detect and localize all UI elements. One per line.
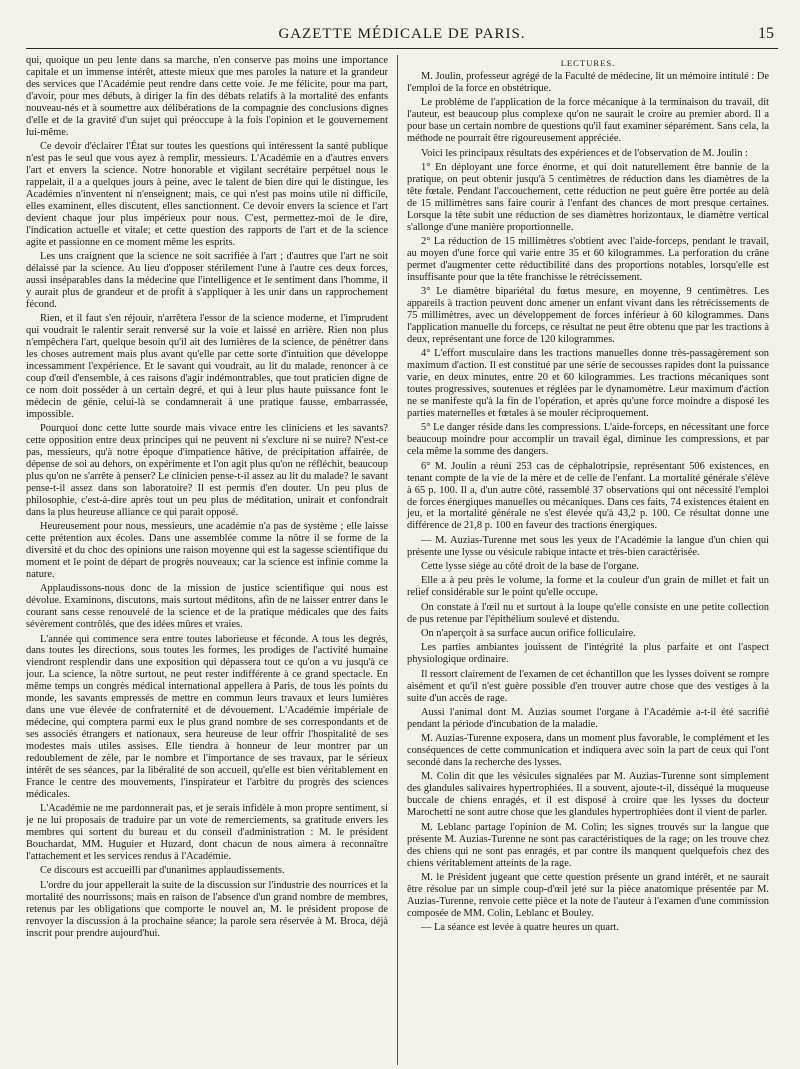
paragraph: Pourquoi donc cette lutte sourde mais vivace entre les cliniciens et les savants? cette opposition entre deux principes qui ne peuvent ni s'exclure ni se nuire? N'est-ce pas, messieurs, qu'à notre époque d'impatience hâtive, de précipitation affairée, de dépense de soi au dehors, on expérimente et l'on agit plus qu'on ne réfléchit, beaucoup plus qu'on ne s'arrête à penser? Le clinicien pense-t-il assez au lit du malade? le savant pense-t-il assez dans son laboratoire? Il est permis d'en douter. Un peu plus de philosophie, c'est-à-dire après tout un peu plus de méditation, unirait et confondrait dans la plus heureuse alliance ce qui parait opposé. <box>26 423 388 518</box>
paragraph: 5° Le danger réside dans les compressions. L'aide-forceps, en nécessitant une force beaucoup moindre pour accomplir un travail égal, diminue les compressions, et par cela même la somme des dangers. <box>407 422 769 458</box>
paragraph: M. Colin dit que les vésicules signalées par M. Auzias-Turenne sont simplement des glandules salivaires hypertrophiées. Il a souvent, ajoute-t-il, disséqué la muqueuse buccale de chiens enragés, et il est disposé à croire que les lysses du docteur Marochetti ne sont autre chose que les glandules hypertrophiées dont il vient de parler. <box>407 771 769 819</box>
paragraph: Voici les principaux résultats des expériences et de l'observation de M. Joulin : <box>421 147 748 159</box>
paragraph: Ce devoir d'éclairer l'État sur toutes les questions qui intéressent la santé publique n'est pas le seul que vous ayez à remplir, messieurs. L'Académie en a d'autres envers l'art et envers la science. Notre honorable et vigilant secrétaire perpétuel nous le rappelait, il a a quelques jours à peine, avec le talent de bien dire qui le distingue, les Académies n'inventent ni n'enseignent; mais, ce qui n'est pas moins utile ni difficile, elles examinent, elles discutent, elles sanctionnent. Ce devoir envers la science et l'art devient chaque jour plus impérieux pour nous. C'est, permettez-moi de le dire, l'indication actuelle et vitale; et cette question des rapports de l'art et de la science agite et passionne en ce moment même les esprits. <box>26 141 388 248</box>
paragraph: 2° La réduction de 15 millimètres s'obtient avec l'aide-forceps, pendant le travail, au moyen d'une force qui varie entre 35 et 60 kilogrammes. La perforation du crâne permet d'augmenter cette réductibilité dans des proportions notables, lorsqu'elle est insuffisante pour que la tête franchisse le rétrécissement. <box>407 235 769 283</box>
paragraph: L'Académie ne me pardonnerait pas, et je serais infidèle à mon propre sentiment, si je ne lui proposais de traduire par un vote de remerciements, sa gratitude envers les membres qui sortent du bureau et du conseil d'administration : M. le président Bouchardat, MM. Huguier et Huzard, dont chacun de nous aimera à reconnaître l'attachement et les services rendus à l'Académie. <box>26 803 388 863</box>
paragraph: M. Joulin, professeur agrégé de la Faculté de médecine, lit un mémoire intitulé : De l'emploi de la force en obstétrique. <box>407 71 769 94</box>
page-header <box>26 20 778 49</box>
paragraph: M. Leblanc partage l'opinion de M. Colin; les signes trouvés sur la langue que présente M. Auzias-Turenne ne sont pas caractéristiques de la rage; on les trouve chez des chiens qui ne sont pas enragés, et par contre ils manquent quelquefois chez des chiens véritablement atteints de la rage. <box>407 821 769 869</box>
paragraph: Applaudissons-nous donc de la mission de justice scientifique qui nous est dévolue. Examinons, discutons, mais surtout méditons, afin de ne laisser entrer dans le courant sans cesse renouvelé de la science et de la pratique médicales que des faits sévèrement contrôlés, que des idées mûres et vraies. <box>26 583 388 631</box>
paragraph: Le problème de l'application de la force mécanique à la terminaison du travail, dit l'auteur, est beaucoup plus complexe qu'on ne saurait le croire au premier abord. Il a pour base un certain nombre de questions qu'il faut examiner séparément. Sans cela, la méthode ne pourrait être rigoureusement appréciée. <box>407 97 769 145</box>
paragraph: M. Auzias-Turenne exposera, dans un moment plus favorable, le complément et les conséquences de cette communication et indiquera avec soin la part de ceux qui l'ont secondé dans la recherche des lysses. <box>407 733 769 769</box>
paragraph: On constate à l'œil nu et surtout à la loupe qu'elle consiste en une petite collection de pus retenue par l'épithélium soulevé et distendu. <box>407 601 769 625</box>
paragraph: — M. Auzias-Turenne met sous les yeux de l'Académie la langue d'un chien qui présente une lysse ou vésicule rabique intacte et très-bien caractérisée. <box>407 534 769 558</box>
paragraph: M. le Président jugeant que cette question présente un grand intérêt, et ne saurait être résolue par un simple coup-d'œil jeté sur la pièce anatomique présentée par M. Auzias-Turenne, renvoie cette pièce et la note de l'auteur à l'examen d'une commission composée de MM. Colin, Leblanc et Bouley. <box>407 871 769 919</box>
paragraph: Cette lysse siége au côté droit de la base de l'organe. <box>421 561 639 573</box>
paragraph: qui, quoique un peu lente dans sa marche, n'en conserve pas moins une importance capitale et un immense intérêt, atteste mieux que mes paroles la nature et la grandeur des services que l'Académie peut rendre dans cette voie. Je me félicite, pour ma part, d'avoir, pour mes débuts, à diriger la fin des débats relatifs à la mortalité des enfants nouveau-nés et à soumettre aux délibérations de la compagnie des conclusions dignes d'elle et de la gravité d'un sujet qui préoccupe à la fois l'opinion et le gouvernement lui-même. <box>26 55 388 138</box>
paragraph: Il ressort clairement de l'examen de cet échantillon que les lysses doivent se rompre aisément et qu'il n'est guère possible d'en trouver autre chose que des vestiges à la suite d'un accès de rage. <box>407 668 769 704</box>
page-number: 15 <box>758 25 774 42</box>
section-title: LECTURES. <box>560 58 616 68</box>
paragraph: L'année qui commence sera entre toutes laborieuse et féconde. A tous les degrés, dans toutes les directions, sous toutes les formes, les prodiges de l'activité humaine viendront resplendir dans une exposition qui dépassera tout ce qu'on a vu jusqu'à ce jour. La science, la nôtre surtout, ne peut rester indifférente à ce grand spectacle. En même temps un congrès médical international appellera à Paris, de tous les points du monde, les savants empressés de mettre en commun leurs travaux et leurs lumières dans une vue élevée de confraternité et de dévouement. L'Académie impériale de médecine, qui comptera parmi eux le plus grand nombre de ses correspondants et de ses associés étrangers et nationaux, sera heureuse de leur offrir l'hospitalité de ses modestes mais utiles assises. Elle tiendra à honneur de leur montrer par un redoublement de zèle, par le nombre et l'importance de ses travaux, par le sérieux intérêt de ses séances, par la libéralité de son accueil, qu'elle est bien véritablement en France le centre des mouvements, l'inspirateur et l'arbitre du progrès des sciences médicales. <box>26 633 388 800</box>
journal-title: GAZETTE MÉDICALE DE PARIS. <box>278 26 526 42</box>
paragraph: Aussi l'animal dont M. Auzias soumet l'organe à l'Académie a-t-il été sacrifié pendant la période d'incubation de la maladie. <box>407 706 769 730</box>
paragraph: 1° En déployant une force énorme, et qui doit naturellement être bannie de la pratique, on peut obtenir jusqu'à 5 centimètres de réduction dans les diamètres de la tête fœtale. Pendant l'accouchement, cette réduction ne peut guère être portée au delà de 15 millimètres sans faire courir à l'enfant des chances de mort presque certaines. Lorsque la tête subit une réduction de ses diamètres horizontaux, le diamètre vertical s'allonge d'une manière proportionnelle. <box>407 161 769 233</box>
paragraph: Les uns craignent que la science ne soit sacrifiée à l'art ; d'autres que l'art ne soit délaissé par la science. Au lieu d'opposer stérilement l'une à l'autre ces deux forces, aussi inséparables dans la médecine que l'intelligence et le sentiment dans l'homme, il y aurait plus de grandeur et de profit à s'appliquer à les unir dans un rapprochement fécond. <box>26 251 388 310</box>
paragraph: On n'aperçoit à sa surface aucun orifice folliculaire. <box>421 628 636 640</box>
paragraph: 3° Le diamètre bipariétal du fœtus mesure, en moyenne, 9 centimètres. Les appareils à traction peuvent donc amener un enfant vivant dans les rétrécissements de 75 millimètres, avec un développement de forces inférieur à 60 kilogrammes. Dans l'application manuelle du forceps, ce résultat ne peut être obtenu que par les tractions à deux, représentant une force de 120 kilogrammes. <box>407 286 769 345</box>
paragraph: Ce discours est accueilli par d'unanimes applaudissements. <box>40 865 285 877</box>
columns <box>26 55 778 1065</box>
paragraph: 4° L'effort musculaire dans les tractions manuelles donne très-passagèrement son maximum d'action. Il est constitué par une série de secousses rapides dont la puissance varie, en deux minutes, entre 20 et 60 kilogrammes. Les tractions mécaniques sont toutes progressives, soutenues et réglées par le dynamomètre. Leur maximum d'action ne se manifeste qu'à la fin de l'opération, et après qu'une force moindre a disposé les parties maternelles et fœtales à se mouler réciproquement. <box>407 348 769 420</box>
paragraph: Rien, et il faut s'en réjouir, n'arrêtera l'essor de la science moderne, et l'imprudent qui voudrait le ralentir serait renversé sur la voie et laissé en arrière. Rien non plus n'empêchera l'art, quelque besoin qu'il ait des lumières de la science, de pénétrer dans les choses autrement mais plus avant qu'elle par cette sorte d'intuition que développe incessamment l'expérience. Et le savant qui voudrait, au lit du malade, renoncer à ce coup d'œil d'ensemble, à ces raisons d'agir indémontrables, que tout praticien digne de ce nom doit posséder à un certain degré, et qui à leur plus haute puissance font le médecin de génie, celui-là se condamnerait à une pratique fausse, embarrassée, impossible. <box>26 313 388 420</box>
paragraph: — La séance est levée à quatre heures un quart. <box>421 922 619 934</box>
left-column <box>26 55 397 1065</box>
right-column <box>398 55 769 1065</box>
paragraph: 6° M. Joulin a réuni 253 cas de céphalotripsie, représentant 506 existences, en tenant compte de la vie de la mère et de celle de l'enfant. La mortalité générale s'élève à 65 p. 100. Il a, d'un autre côté, rassemblé 37 observations qui ont nécessité l'emploi de forces énergiques manuelles ou mécaniques. Dans ces faits, 74 existences étaient en jeu, et la mortalité générale ne s'est élevée qu'à 43,2 p. 100. Ce résultat donne une différence de 21,8 p. 100 en faveur des tractions énergiques. <box>407 460 769 532</box>
paragraph: L'ordre du jour appellerait la suite de la discussion sur l'industrie des nourrices et la mortalité des nourrissons; mais en raison de l'absence d'un grand nombre de membres, retenus par les obligations que comporte le nouvel an, M. le président propose de renvoyer la discussion à la prochaine séance; la parole sera réservée à M. Broca, déjà inscrit pour prendre aujourd'hui. <box>26 879 388 939</box>
paragraph: Elle a à peu près le volume, la forme et la couleur d'un grain de millet et fait un relief considérable sur le point qu'elle occupe. <box>407 575 769 599</box>
paragraph: Heureusement pour nous, messieurs, une académie n'a pas de système ; elle laisse cette prétention aux écoles. Dans une assemblée comme la nôtre il se forme de la diversité et du choc des opinions une raison moyenne qui est la sagesse scientifique du moment et le point de départ de progrès nouveaux; car la science est infinie comme la nature. <box>26 521 388 580</box>
paragraph: Les parties ambiantes jouissent de l'intégrité la plus parfaite et ont l'aspect physiologique ordinaire. <box>407 642 769 666</box>
